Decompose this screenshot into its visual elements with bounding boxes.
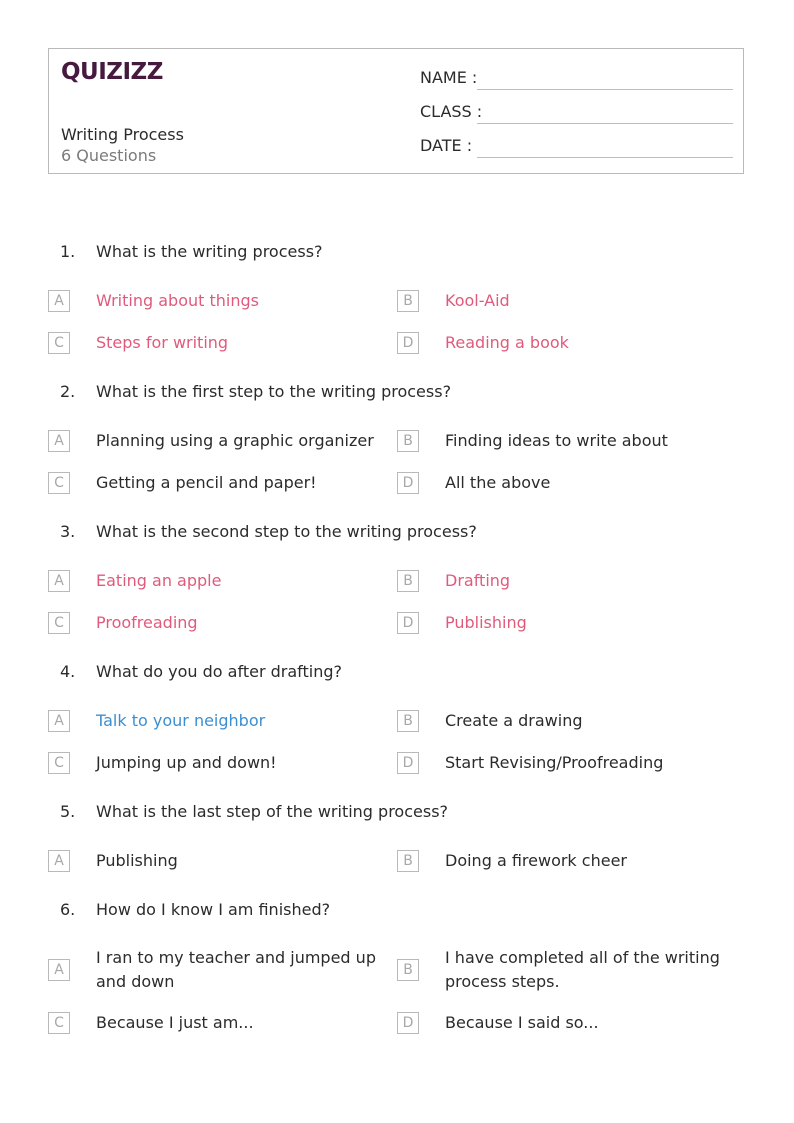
question-text: What is the last step of the writing process? <box>96 802 449 821</box>
option-text[interactable]: Because I said so... <box>445 1013 599 1032</box>
option-text[interactable]: Start Revising/Proofreading <box>445 753 664 772</box>
option-letter-box[interactable]: D <box>397 1012 419 1034</box>
option-text[interactable]: Talk to your neighbor <box>96 711 266 730</box>
option-letter-box[interactable]: C <box>48 332 70 354</box>
quizizz-logo: QUIZIZZ <box>61 59 163 85</box>
option-letter-box[interactable]: A <box>48 570 70 592</box>
option-letter-box[interactable]: D <box>397 612 419 634</box>
option-text[interactable]: Eating an apple <box>96 571 222 590</box>
worksheet-header <box>48 48 744 174</box>
class-label: CLASS : <box>420 102 483 121</box>
question-text: What is the writing process? <box>96 242 323 261</box>
option-letter-box[interactable]: A <box>48 959 70 981</box>
option-letter-box[interactable]: B <box>397 959 419 981</box>
option-letter-box[interactable]: C <box>48 752 70 774</box>
option-letter-box[interactable]: C <box>48 472 70 494</box>
question-text: How do I know I am finished? <box>96 900 331 919</box>
option-text[interactable]: Kool-Aid <box>445 291 510 310</box>
option-text[interactable]: Publishing <box>445 613 527 632</box>
option-letter-box[interactable]: A <box>48 850 70 872</box>
date-label: DATE : <box>420 136 473 155</box>
question-text: What do you do after drafting? <box>96 662 343 681</box>
option-text[interactable]: Proofreading <box>96 613 198 632</box>
option-letter-box[interactable]: D <box>397 332 419 354</box>
option-letter-box[interactable]: B <box>397 850 419 872</box>
name-label: NAME : <box>420 68 478 87</box>
question-number: 1. <box>60 242 76 261</box>
option-letter-box[interactable]: A <box>48 290 70 312</box>
option-letter-box[interactable]: D <box>397 752 419 774</box>
option-text[interactable]: Drafting <box>445 571 511 590</box>
question-text: What is the first step to the writing process? <box>96 382 452 401</box>
option-text[interactable]: Planning using a graphic organizer <box>96 431 374 450</box>
option-letter-box[interactable]: A <box>48 430 70 452</box>
option-text[interactable]: All the above <box>445 473 551 492</box>
option-letter-box[interactable]: C <box>48 1012 70 1034</box>
question-number: 2. <box>60 382 76 401</box>
worksheet-title: Writing Process <box>61 125 184 144</box>
option-text[interactable]: Finding ideas to write about <box>445 431 668 450</box>
option-text[interactable]: Create a drawing <box>445 711 583 730</box>
option-text[interactable]: I have completed all of the writing process steps. <box>445 948 720 991</box>
question-number: 5. <box>60 802 76 821</box>
question-text: What is the second step to the writing process? <box>96 522 477 541</box>
option-letter-box[interactable]: B <box>397 570 419 592</box>
option-letter-box[interactable]: D <box>397 472 419 494</box>
question-number: 6. <box>60 900 76 919</box>
option-text[interactable]: Writing about things <box>96 291 259 310</box>
option-letter-box[interactable]: B <box>397 710 419 732</box>
question-count: 6 Questions <box>61 146 157 165</box>
option-text[interactable]: I ran to my teacher and jumped up and down <box>96 948 376 991</box>
question-number: 3. <box>60 522 76 541</box>
option-text[interactable]: Reading a book <box>445 333 569 352</box>
name-field[interactable] <box>477 89 733 90</box>
option-text[interactable]: Steps for writing <box>96 333 229 352</box>
option-text[interactable]: Publishing <box>96 851 178 870</box>
question-number: 4. <box>60 662 76 681</box>
option-text[interactable]: Because I just am... <box>96 1013 254 1032</box>
option-text[interactable]: Jumping up and down! <box>96 753 277 772</box>
option-text[interactable]: Getting a pencil and paper! <box>96 473 317 492</box>
option-letter-box[interactable]: C <box>48 612 70 634</box>
option-letter-box[interactable]: B <box>397 290 419 312</box>
date-field[interactable] <box>477 157 733 158</box>
option-letter-box[interactable]: A <box>48 710 70 732</box>
option-text[interactable]: Doing a firework cheer <box>445 851 627 870</box>
class-field[interactable] <box>477 123 733 124</box>
option-letter-box[interactable]: B <box>397 430 419 452</box>
